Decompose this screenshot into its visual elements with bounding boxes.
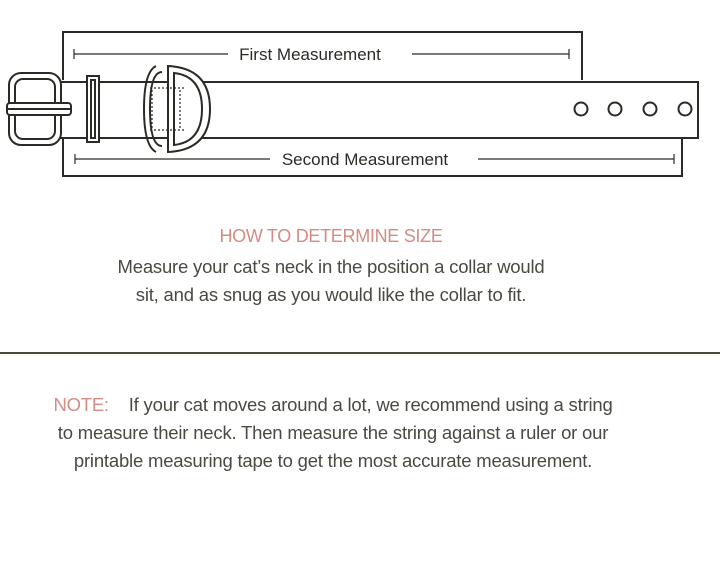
first-measurement-label: First Measurement [239,45,381,64]
size-guide-line: sit, and as snug as you would like the collar to fit. [135,284,527,305]
size-guide-line: Measure your cat’s neck in the position a collar would [117,256,545,277]
strap-hole [679,103,692,116]
note-line: printable measuring tape to get the most accurate measurement. [73,450,593,471]
section-divider [0,352,720,354]
note-line: to measure their neck. Then measure the string against a ruler or our [57,422,609,443]
note-line-text: If your cat moves around a lot, we recommend using a string [128,394,613,415]
size-guide-title: HOW TO DETERMINE SIZE [219,226,443,246]
note-label: NOTE: [53,394,109,415]
collar-diagram [0,0,720,200]
size-guide-text [0,253,662,309]
note-line [0,391,666,419]
strap-hole [575,103,588,116]
keeper-loop-icon [87,76,99,142]
strap-hole [609,103,622,116]
strap-hole [644,103,657,116]
second-measurement-label: Second Measurement [281,150,449,169]
buckle-icon [7,73,71,145]
note-block [0,391,666,475]
collar-strap [52,82,698,138]
